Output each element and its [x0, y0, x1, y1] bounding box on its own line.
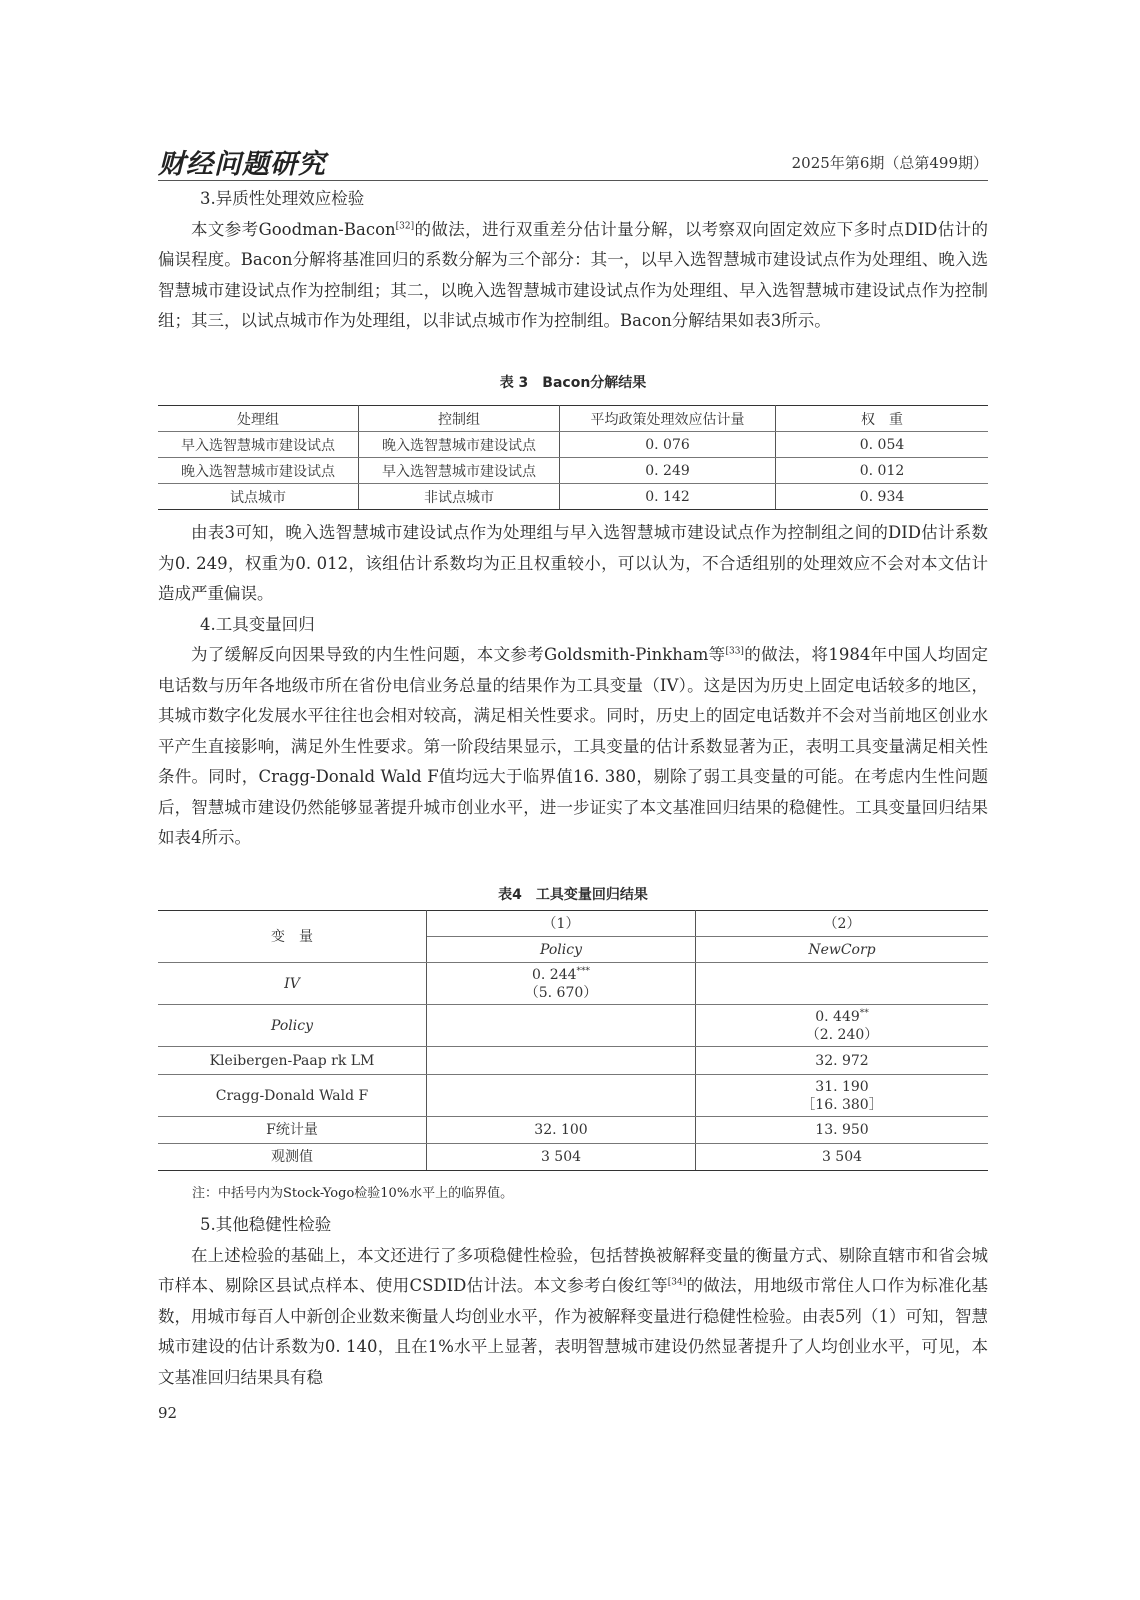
table-cell: 32. 100 — [427, 1117, 696, 1144]
table-header-row — [158, 911, 988, 937]
row-label: Kleibergen-Paap rk LM — [158, 1047, 427, 1075]
column-header: 处理组 — [158, 406, 359, 432]
table-cell: 0. 012 — [776, 458, 989, 484]
section-4-heading: 4.工具变量回归 — [200, 614, 315, 634]
table-cell — [696, 963, 989, 1005]
table-cell: 31. 190 ［16. 380］ — [696, 1075, 989, 1117]
column-header: 权 重 — [776, 406, 989, 432]
dependent-variable: Policy — [427, 937, 696, 963]
table-cell — [427, 1047, 696, 1075]
row-label: F统计量 — [158, 1117, 427, 1144]
paragraph: 由表3可知，晚入选智慧城市建设试点作为处理组与早入选智慧城市建设试点作为控制组之间的DID估计系数为0. 249，权重为0. 012，该组估计系数均为正且权重较小，可以认为，不合适组别的处理效应不会对本文估计造成严重偏误。 — [158, 523, 988, 603]
table-cell — [427, 1075, 696, 1117]
column-header: （1） — [427, 911, 696, 937]
header-divider — [158, 180, 988, 181]
row-label: IV — [158, 963, 427, 1005]
table-cell: 早入选智慧城市建设试点 — [359, 458, 560, 484]
table-cell: 0. 934 — [776, 484, 989, 510]
table-row — [158, 432, 988, 458]
table-cell: 0. 142 — [560, 484, 776, 510]
table-cell: 晚入选智慧城市建设试点 — [359, 432, 560, 458]
column-header: 控制组 — [359, 406, 560, 432]
citation-ref: [32] — [395, 221, 415, 231]
table-cell: 0. 076 — [560, 432, 776, 458]
row-label: 观测值 — [158, 1144, 427, 1171]
citation-ref: [34] — [667, 1277, 687, 1288]
section-3-heading: 3.异质性处理效应检验 — [200, 189, 365, 208]
section-3 — [158, 184, 988, 337]
table-cell: 早入选智慧城市建设试点 — [158, 432, 359, 458]
page-header — [158, 142, 988, 182]
issue-info: 2025年第6期（总第499期） — [791, 154, 988, 172]
table-cell: 0. 244*** （5. 670） — [427, 963, 696, 1005]
row-label: Policy — [158, 1005, 427, 1047]
table-note: 注：中括号内为Stock-Yogo检验10%水平上的临界值。 — [192, 1186, 514, 1201]
column-header: 平均政策处理效应估计量 — [560, 406, 776, 432]
table-cell: 0. 249 — [560, 458, 776, 484]
table-row — [158, 1075, 988, 1117]
table-cell: 0. 054 — [776, 432, 989, 458]
table-cell: 非试点城市 — [359, 484, 560, 510]
table-row — [158, 1005, 988, 1047]
section-5-paragraph: 在上述检验的基础上，本文还进行了多项稳健性检验，包括替换被解释变量的衡量方式、剔除直辖市和省会城市样本、剔除区县试点样本、使用CSDID估计法。本文参考白俊红等[34]的做法，用地级市常住人口作为标准化基数，用城市每百人中新创企业数来衡量人均创业水平，作为被解释变量进行稳健性检验。由表5列（1）可知，智慧城市建设的估计系数为0. 140，且在1%水平上显著，表明智慧城市建设仍然显著提升了人均创业水平，可见，本文基准回归结果具有稳 — [158, 1245, 989, 1387]
section-3-paragraph: 本文参考Goodman-Bacon[32]的做法，进行双重差分估计量分解，以考察双向固定效应下多时点DID估计的偏误程度。Bacon分解将基准回归的系数分解为三个部分：其一，以早入选智慧城市建设试点作为处理组、晚入选智慧城市建设试点作为控制组；其二，以晚入选智慧城市建设试点作为处理组、早入选智慧城市建设试点作为控制组；其三，以试点城市作为处理组，以非试点城市作为控制组。Bacon分解结果如表3所示。 — [158, 219, 988, 330]
table-4-caption: 表4 工具变量回归结果 — [498, 887, 648, 903]
variable-header: 变 量 — [158, 911, 427, 963]
table-cell: 13. 950 — [696, 1117, 989, 1144]
page-number: 92 — [158, 1404, 178, 1422]
table-cell: 32. 972 — [696, 1047, 989, 1075]
table-cell: 0. 449** （2. 240） — [696, 1005, 989, 1047]
table-header-row — [158, 406, 988, 432]
table-row — [158, 963, 988, 1005]
citation-ref: [33] — [725, 646, 744, 657]
table-row — [158, 484, 988, 510]
journal-logo: 财经问题研究 — [158, 149, 326, 180]
table-row — [158, 1117, 988, 1144]
section-5 — [158, 1210, 988, 1393]
table-cell: 3 504 — [427, 1144, 696, 1171]
row-label: Cragg-Donald Wald F — [158, 1075, 427, 1117]
table-row — [158, 458, 988, 484]
table-3-caption: 表 3 Bacon分解结果 — [499, 375, 647, 391]
dependent-variable: NewCorp — [696, 937, 989, 963]
table-row — [158, 1047, 988, 1075]
column-header: （2） — [696, 911, 989, 937]
table-cell: 晚入选智慧城市建设试点 — [158, 458, 359, 484]
table-cell: 3 504 — [696, 1144, 989, 1171]
table-4 — [158, 910, 988, 1171]
section-3-continued — [158, 518, 988, 854]
table-cell: 试点城市 — [158, 484, 359, 510]
table-cell — [427, 1005, 696, 1047]
section-4-paragraph: 为了缓解反向因果导致的内生性问题，本文参考Goldsmith-Pinkham等[33]的做法，将1984年中国人均固定电话数与历年各地级市所在省份电信业务总量的结果作为工具变量（IV）。这是因为历史上固定电话较多的地区，其城市数字化发展水平往往也会相对较高，满足相关性要求。同时，历史上的固定电话数并不会对当前地区创业水平产生直接影响，满足外生性要求。第一阶段结果显示，工具变量的估计系数显著为正，表明工具变量满足相关性条件。同时，Cragg-Donald Wald F值均远大于临界值16. 380，剔除了弱工具变量的可能。在考虑内生性问题后，智慧城市建设仍然能够显著提升城市创业水平，进一步证实了本文基准回归结果的稳健性。工具变量回归结果如表4所示。 — [158, 645, 988, 847]
table-3 — [158, 405, 988, 510]
table-row — [158, 1144, 988, 1171]
section-5-heading: 5.其他稳健性检验 — [200, 1215, 332, 1234]
